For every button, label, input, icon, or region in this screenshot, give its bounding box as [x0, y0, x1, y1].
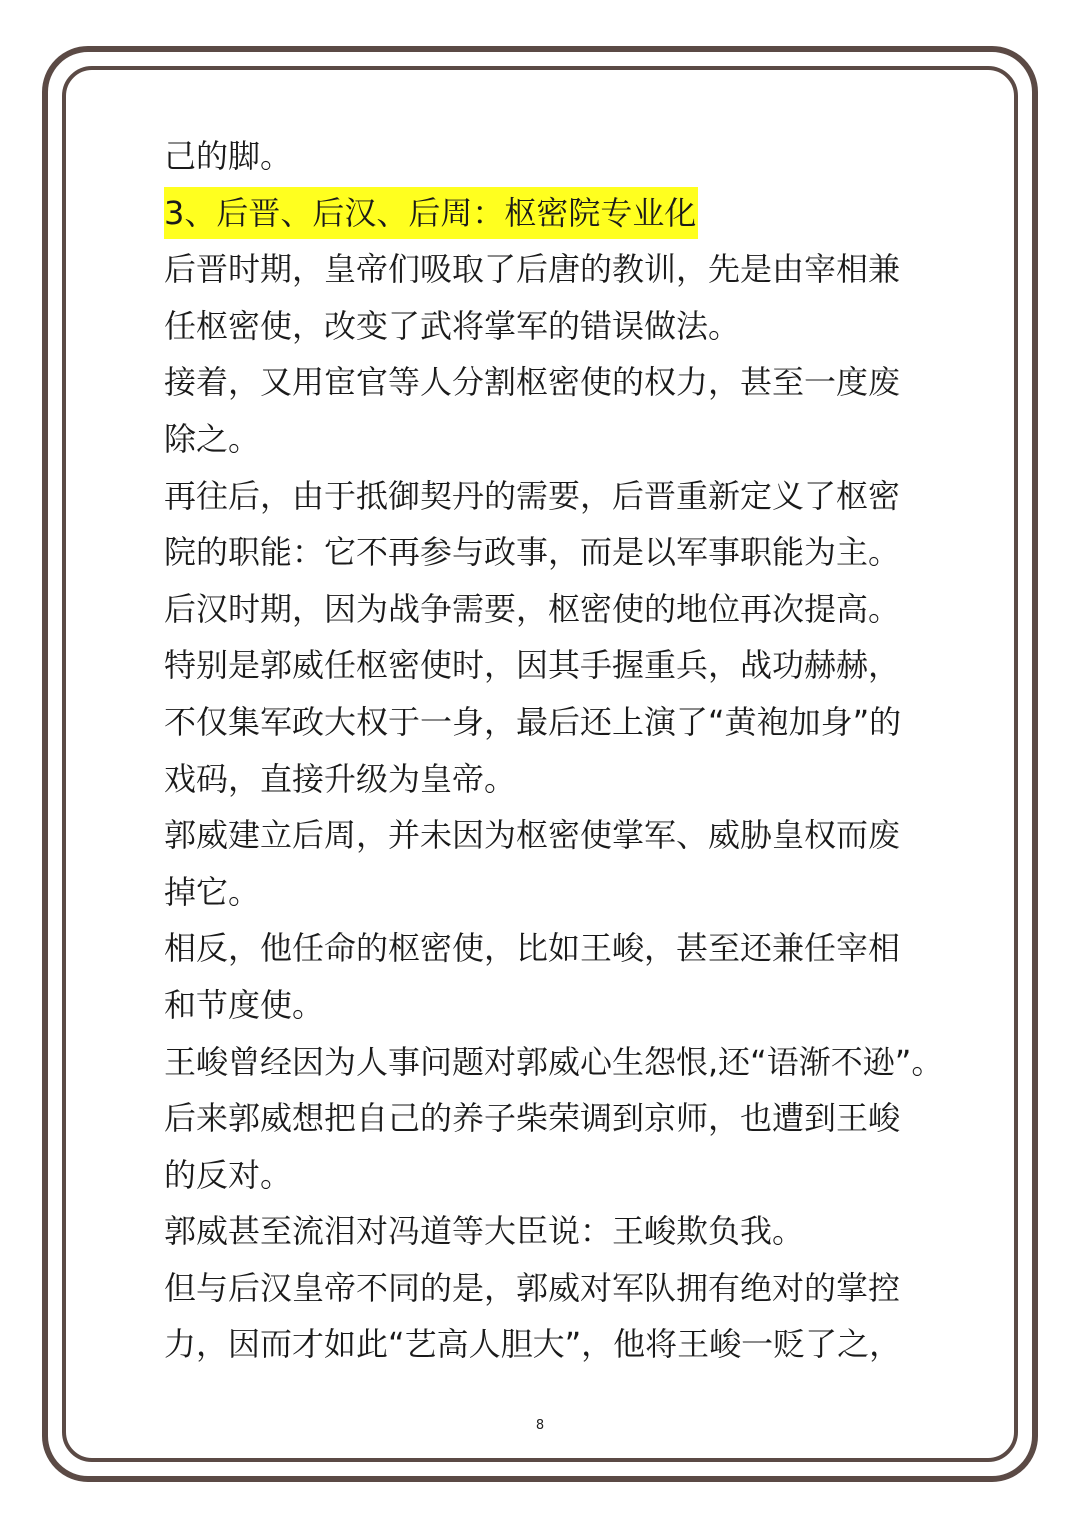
text-line: 力，因而才如此“艺高人胆大”，他将王峻一贬了之， [164, 1325, 902, 1364]
text-line: 除之。 [164, 419, 261, 458]
text-line: 戏码，直接升级为皇帝。 [164, 759, 517, 798]
text-line: 后晋时期，皇帝们吸取了后唐的教训，先是由宰相兼 [164, 250, 901, 289]
text-line: 郭威建立后周，并未因为枢密使掌军、威胁皇权而废 [164, 816, 901, 855]
text-line: 再往后，由于抵御契丹的需要，后晋重新定义了枢密 [164, 476, 901, 515]
section-heading-line [164, 185, 954, 242]
text-line: 不仅集军政大权于一身，最后还上演了“黄袍加身”的 [164, 702, 902, 741]
text-line: 后汉时期，因为战争需要，枢密使的地位再次提高。 [164, 589, 901, 628]
text-line: 郭威甚至流泪对冯道等大臣说：王峻欺负我。 [164, 1212, 805, 1251]
text-line: 己的脚。 [164, 137, 293, 175]
text-line: 和节度使。 [164, 985, 325, 1024]
text-line: 但与后汉皇帝不同的是，郭威对军队拥有绝对的掌控 [164, 1268, 901, 1307]
text-line: 掉它。 [164, 872, 261, 911]
text-line: 王峻曾经因为人事问题对郭威心生怨恨,还“语渐不逊”。 [164, 1042, 944, 1081]
page-number: 8 [535, 1418, 545, 1433]
text-line: 院的职能：它不再参与政事，而是以军事职能为主。 [164, 533, 901, 572]
text-line: 后来郭威想把自己的养子柴荣调到京师，也遭到王峻 [164, 1099, 901, 1138]
section-heading: 3、后晋、后汉、后周：枢密院专业化 [164, 187, 698, 239]
text-line: 相反，他任命的枢密使，比如王峻，甚至还兼任宰相 [164, 929, 901, 968]
text-line: 接着，又用宦官等人分割枢密使的权力，甚至一度废 [164, 363, 901, 402]
document-body [164, 128, 954, 1373]
text-line: 任枢密使，改变了武将掌军的错误做法。 [164, 306, 741, 345]
text-line: 的反对。 [164, 1155, 293, 1194]
text-line: 特别是郭威任枢密使时，因其手握重兵，战功赫赫， [164, 646, 901, 685]
